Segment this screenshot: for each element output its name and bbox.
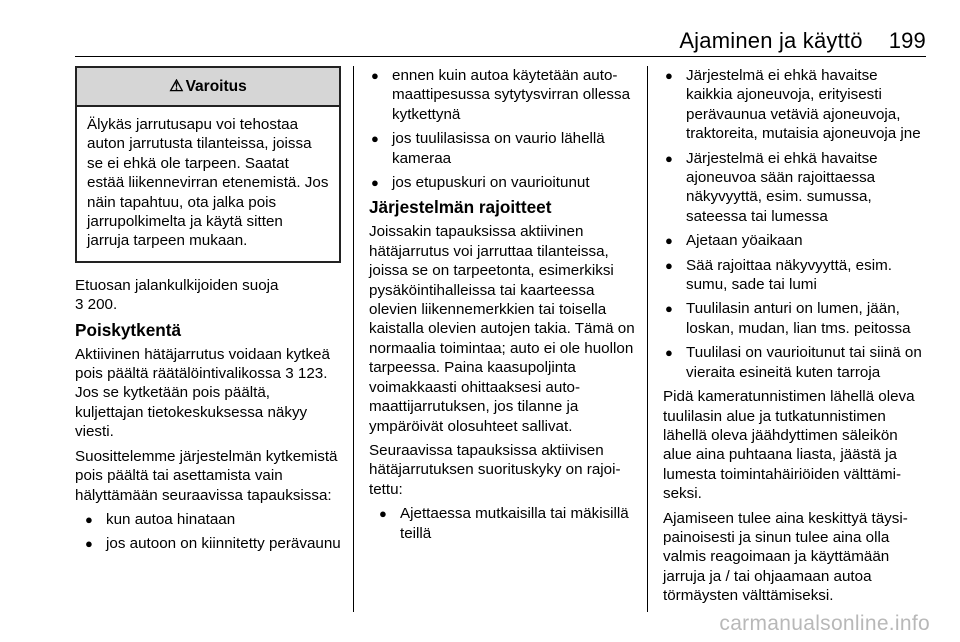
list-item: [663, 66, 927, 144]
reference-text[interactable]: Etuosan jalankulkijoiden suoja: [75, 276, 279, 294]
bullet-icon: ●: [379, 506, 387, 522]
page-header: [679, 28, 926, 54]
list-item: [83, 510, 341, 529]
list-item-text: Sää rajoittaa näkyvyyttä, esim. sumu, sade tai lumi: [686, 256, 892, 294]
list-item: [663, 231, 927, 250]
list-item-text: jos autoon on kiinnitetty perävaunu: [106, 535, 341, 553]
paragraph: Suosittelemme järjestelmän kytkemistä pois päältä tai asettamista vain hälyttämään seuraavissa tapauksissa:: [75, 447, 338, 504]
header-rule: [75, 56, 926, 57]
column-3: [663, 66, 927, 611]
bullet-icon: ●: [665, 345, 673, 361]
list-item: [369, 129, 637, 168]
list-item-text: ennen kuin autoa käytetään automaattipesussa sytytysvirran ollessa kytkettynä: [392, 67, 631, 123]
list-item-text: Järjestelmä ei ehkä havaitse kaikkia ajoneuvoja, erityisesti perävaunua vetäviä ajoneuvoja, traktoreita, mutaisia ajoneuvoja jne: [686, 67, 921, 143]
column-2: [369, 66, 637, 548]
bullet-icon: ●: [665, 150, 673, 166]
list-item-text: kun autoa hinataan: [106, 510, 236, 528]
bullet-icon: ●: [371, 175, 379, 191]
warning-box: [75, 66, 341, 263]
reference-paragraph: [75, 276, 341, 315]
section-heading-poiskytkenta: Poiskytkentä: [75, 319, 182, 340]
section-heading-rajoitteet: Järjestelmän rajoitteet: [369, 197, 552, 218]
list-item: [663, 256, 927, 295]
page-number: 199: [888, 28, 926, 53]
bullet-icon: ●: [371, 131, 379, 147]
warning-header: [77, 68, 339, 107]
list-item: [83, 534, 341, 553]
paragraph: Pidä kameratunnistimen lähellä oleva tuulilasin alue ja tutkatunnistimen lähellä oleva jäähdyttimen säleikön alue aina puhtaana liasta, jäästä ja lumesta toimintahäiriöiden välttämiseksi.: [663, 388, 915, 503]
watermark[interactable]: carmanualsonline.info: [719, 612, 930, 635]
column-1: [75, 66, 341, 559]
column-divider-2: [647, 66, 648, 612]
column-divider-1: [353, 66, 354, 612]
warning-triangle-icon: ⚠: [169, 77, 184, 95]
list-item-text: Järjestelmä ei ehkä havaitse ajoneuvoa sään rajoittaessa näkyvyyttä, esim. sumussa, sateessa tai lumessa: [686, 149, 878, 225]
list-item: [369, 173, 637, 192]
list-item: [369, 66, 637, 124]
warning-text: Älykäs jarrutusapu voi tehostaa auton jarrutusta tilanteissa, joissa se ei ehkä ole tarpeen. Saatat estää liikennevirran etenemistä. Jos näin tapahtuu, ota jalka pois jarrupolkimelta ja käytä sitten jarruja tarpeen mukaan.: [87, 116, 329, 250]
list-item: [663, 299, 927, 338]
paragraph: Ajamiseen tulee aina keskittyä täysipainoisesti ja sinun tulee aina olla valmis reagoimaan ja käyttämään jarruja ja / tai ohjaamaan autoa törmäysten välttämiseksi.: [663, 509, 908, 605]
list-item-text: Tuulilasi on vaurioitunut tai siinä on vieraita esineitä kuten tarroja: [686, 344, 922, 381]
page-reference-link[interactable]: 3 200.: [75, 296, 118, 314]
bullet-icon: ●: [665, 301, 673, 317]
list-item-text: Ajettaessa mutkaisilla tai mäkisillä teillä: [400, 505, 629, 542]
list-item-text: Ajetaan yöaikaan: [686, 232, 803, 250]
paragraph: Aktiivinen hätäjarrutus voidaan kytkeä pois päältä räätälöintivalikossa 3 123. Jos se kytketään pois päältä, kuljettajan tietokeskuksessa näkyy viesti.: [75, 345, 330, 441]
list-item-text: jos etupuskuri on vaurioitunut: [392, 174, 590, 192]
bullet-icon: ●: [665, 68, 673, 83]
bullet-icon: ●: [85, 536, 93, 552]
paragraph: Seuraavissa tapauksissa aktiivisen hätäjarrutuksen suorituskyky on rajoitettu:: [369, 441, 621, 498]
bullet-icon: ●: [665, 257, 673, 273]
section-title: Ajaminen ja käyttö: [679, 28, 863, 53]
bullet-icon: ●: [371, 68, 379, 83]
paragraph: Joissakin tapauksissa aktiivinen hätäjarrutus voi jarruttaa tilanteissa, joissa se on tarpeetonta, esimerkiksi pysäköintihalleissa tai kaarteessa olevien liikennemerkkien tai toisella kaistalla olevien autojen takia. Tämä on normaalia toimintaa; auto ei ole huollon tarpeessa. Paina kaasupoljinta voimakkaasti ohittaaksesi automaattijarrutuksen, jos tilanne ja ympäröivät olosuhteet sallivat.: [369, 223, 635, 435]
warning-title: Varoitus: [185, 77, 247, 95]
list-item: [663, 343, 927, 382]
bullet-icon: ●: [665, 233, 673, 249]
list-item-text: jos tuulilasissa on vaurio lähellä kameraa: [392, 130, 605, 167]
list-item: [377, 504, 637, 543]
list-item-text: Tuulilasin anturi on lumen, jään, loskan, mudan, lian tms. peitossa: [686, 300, 911, 337]
bullet-icon: ●: [85, 511, 93, 527]
list-item: [663, 149, 927, 227]
